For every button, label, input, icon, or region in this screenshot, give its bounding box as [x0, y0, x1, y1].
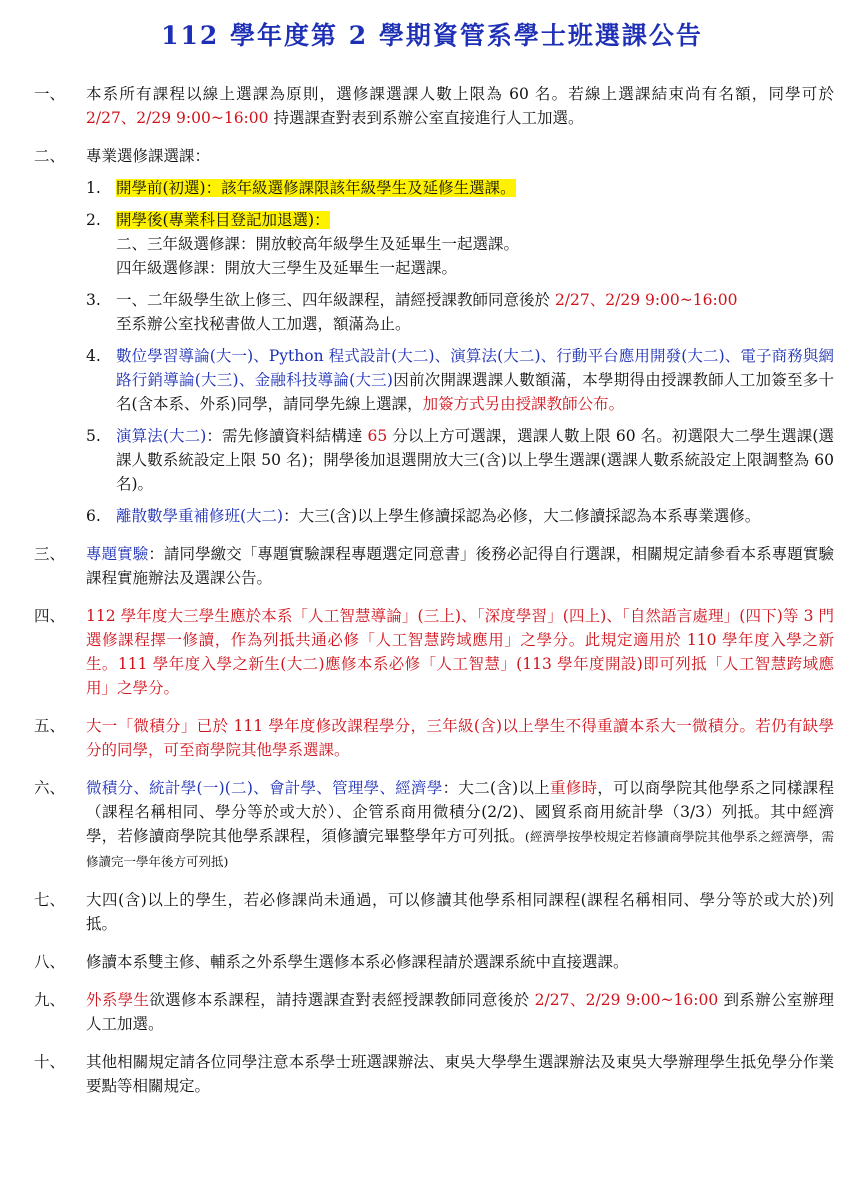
list-item: [86, 344, 834, 416]
footnote-text: (經濟學按學校規定若修讀商學院其他學系之經濟學，需修讀完一學年後方可列抵): [86, 829, 834, 869]
section-text: 本系所有課程以線上選課為原則，選修課選課人數上限為 60 名。若線上選課結束尚有名額，同學可於: [86, 85, 834, 103]
section-number: 六、: [34, 779, 66, 797]
list-item: [86, 208, 834, 280]
emphasis-text: 加簽方式另由授課教師公布。: [422, 395, 625, 413]
emphasis-text: 重修時: [550, 779, 598, 797]
emphasis-text: 65: [367, 427, 388, 445]
section-number: 七、: [34, 891, 66, 909]
highlighted-text: 開學前(初選)：該年級選修課限該年級學生及延修生選課。: [116, 179, 516, 197]
item-text: 二、三年級選修課：開放較高年級學生及延畢生一起選課。: [116, 235, 520, 253]
section-6: [34, 776, 834, 874]
item-text: 至系辦公室找秘書做人工加選，額滿為止。: [116, 315, 411, 333]
section-8: [34, 950, 834, 974]
section-4: [34, 604, 834, 700]
section-text: ：請同學繳交「專題實驗課程專題選定同意書」後務必記得自行選課，相關規定請參看本系專題實驗課程實施辦法及選課公告。: [86, 545, 834, 587]
section-number: 二、: [34, 147, 66, 165]
item-number: 3.: [86, 291, 101, 309]
item-text: 分以上方可選課，選課人數上限 60 名。初選限大二學生選課(選課人數系統設定上限 50 名)；開學後加退選開放大三(含)以上學生選課(選課人數系統設定上限調整為 60 名)。: [116, 427, 834, 493]
section-text: ：大二(含)以上: [442, 779, 551, 797]
section-number: 五、: [34, 717, 66, 735]
item-number: 6.: [86, 507, 101, 525]
item-text: 因前次開課選課人數額滿，本學期得由授課教師人工加簽至多十名(含本系、外系)同學，請同學先線上選課，: [116, 371, 834, 413]
section-text: 持選課查對表到系辦公室直接進行人工加選。: [268, 109, 584, 127]
section-text: 欲選修本系課程，請持選課查對表經授課教師同意後於: [149, 991, 535, 1009]
section-body: 大四(含)以上的學生，若必修課尚未通過，可以修讀其他學系相同課程(課程名稱相同、學分等於或大於)列抵。: [86, 891, 834, 933]
section-7: [34, 888, 834, 936]
item-number: 1.: [86, 179, 101, 197]
section-heading: 專業選修課選課：: [86, 147, 211, 165]
section-body: [86, 144, 834, 528]
section-number: 四、: [34, 607, 66, 625]
section-body: 其他相關規定請各位同學注意本系學士班選課辦法、東吳大學學生選課辦法及東吳大學辦理學生抵免學分作業要點等相關規定。: [86, 1053, 834, 1095]
page-title: 112 學年度第 2 學期資管系學士班選課公告: [161, 21, 703, 50]
item-text: ：需先修讀資料結構達: [206, 427, 368, 445]
course-name: 離散數學重補修班(大二): [116, 507, 284, 525]
course-name: 演算法(大二): [116, 427, 207, 445]
list-item: [86, 424, 834, 496]
section-number: 三、: [34, 545, 66, 563]
section-body: 修讀本系雙主修、輔系之外系學生選修本系必修課程請於選課系統中直接選課。: [86, 953, 629, 971]
section-number: 一、: [34, 85, 66, 103]
section-text: ，可以商學院其他學系之同樣課程（課程名稱相同、學分等於或大於）、企管系商用微積分(2/2)、國貿系商用統計學（3/3）列抵。其中經濟學，若修讀商學院其他學系課程，須修讀完畢整學年方可列抵。: [86, 779, 834, 845]
item-number: 4.: [86, 347, 101, 365]
section-number: 九、: [34, 991, 66, 1009]
section-2: [34, 144, 834, 528]
section-body: [86, 988, 834, 1036]
section-9: [34, 988, 834, 1036]
item-text: 四年級選修課：開放大三學生及延畢生一起選課。: [116, 259, 458, 277]
item-text: 一、二年級學生欲上修三、四年級課程，請經授課教師同意後於: [116, 291, 555, 309]
list-item: [86, 504, 834, 528]
section-body: 大一「微積分」已於 111 學年度修改課程學分，三年級(含)以上學生不得重讀本系大一微積分。若仍有缺學分的同學，可至商學院其他學系選課。: [86, 717, 834, 759]
list-item: [86, 176, 834, 200]
date-range: 2/27、2/29 9:00~16:00: [86, 109, 269, 127]
section-body: [86, 542, 834, 590]
course-name: 專題實驗: [86, 545, 149, 563]
section-5: [34, 714, 834, 762]
section-number: 八、: [34, 953, 66, 971]
section-text: 到系辦公室辦理人工加選。: [86, 991, 834, 1033]
course-list: 數位學習導論(大一)、Python 程式設計(大二)、演算法(大二)、行動平台應用開發(大二)、電子商務與網路行銷導論(大三)、金融科技導論(大三): [116, 347, 834, 389]
item-number: 2.: [86, 211, 101, 229]
highlighted-text: 開學後(專業科目登記加退選)：: [116, 211, 330, 229]
date-range: 2/27、2/29 9:00~16:00: [554, 291, 738, 309]
course-list: 微積分、統計學(一)(二)、會計學、管理學、經濟學: [86, 779, 443, 797]
list-item: [86, 288, 834, 336]
section-10: [34, 1050, 834, 1098]
date-range: 2/27、2/29 9:00~16:00: [534, 991, 719, 1009]
section-body: [86, 82, 834, 130]
item-number: 5.: [86, 427, 101, 445]
section-1: [34, 82, 834, 130]
item-text: ：大三(含)以上學生修讀採認為必修，大二修讀採認為本系專業選修。: [283, 507, 761, 525]
section-body: 112 學年度大三學生應於本系「人工智慧導論」(三上)、「深度學習」(四上)、「自然語言處理」(四下)等 3 門選修課程擇一修讀，作為列抵共通必修「人工智慧跨域應用」之學分。此規定適用於 110 學年度入學之新生。111 學年度入學之新生(大二)應修本系必修「人工智慧」(113 學年度開設)即可列抵「人工智慧跨域應用」之學分。: [86, 607, 834, 697]
section-body: [86, 776, 834, 874]
section-3: [34, 542, 834, 590]
section-number: 十、: [34, 1053, 66, 1071]
emphasis-text: 外系學生: [86, 991, 150, 1009]
